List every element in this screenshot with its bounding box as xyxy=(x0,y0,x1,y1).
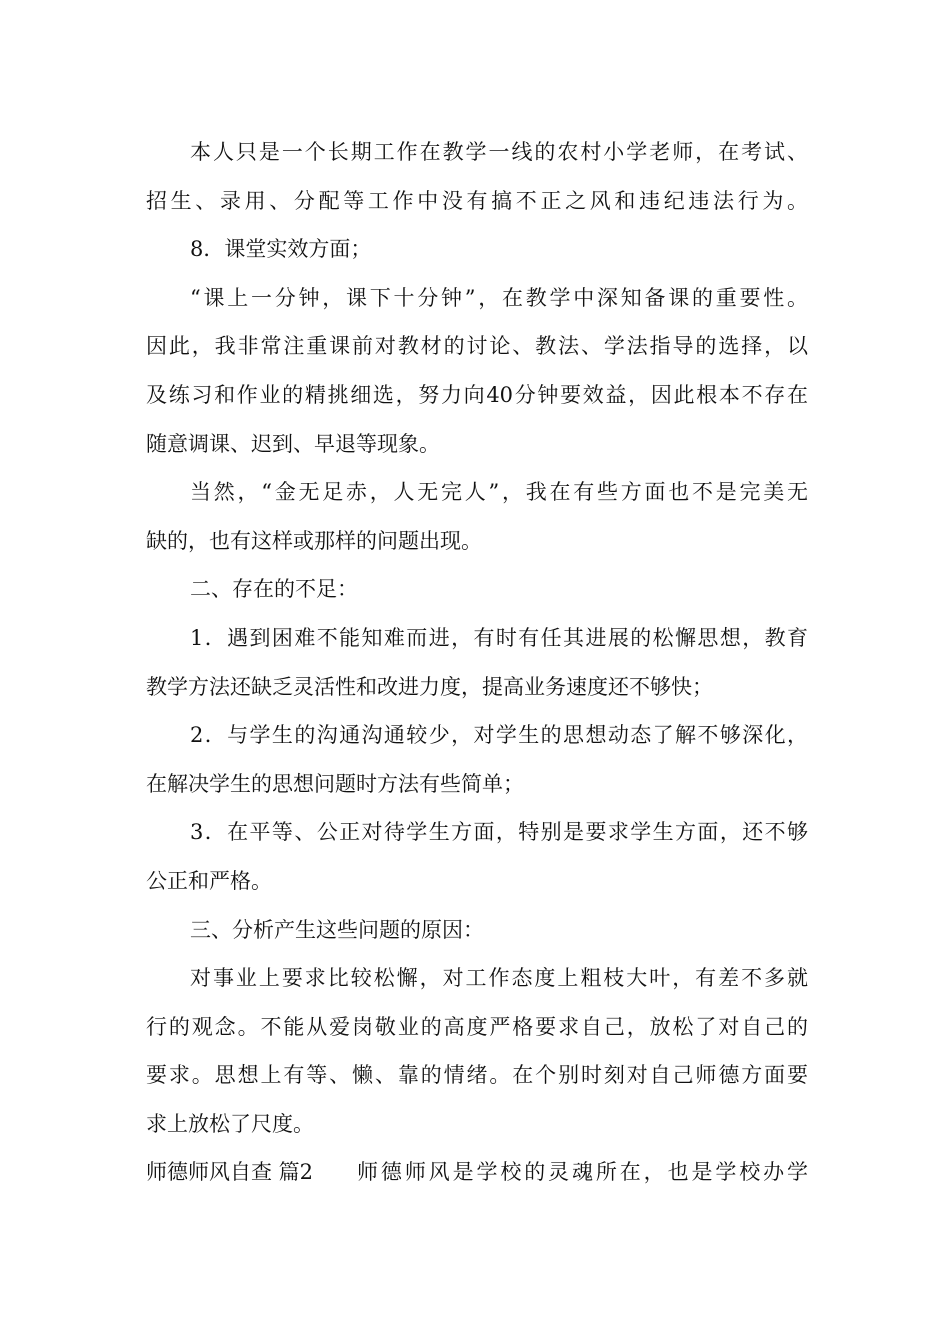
text-line: 二、存在的不足： xyxy=(190,577,358,602)
text-line: 1．遇到困难不能知难而进，有时有任其进展的松懈思想，教育 xyxy=(190,625,808,650)
paragraph-lines xyxy=(146,128,808,1148)
text-line: 缺的，也有这样或那样的问题出现。 xyxy=(146,528,482,553)
text-line: 在解决学生的思想问题时方法有些简单； xyxy=(146,771,524,796)
text-line: 三、分析产生这些问题的原因： xyxy=(190,917,484,942)
section-heading: 师德师风自查 篇2 xyxy=(146,1160,314,1185)
section-first-sentence: 师德师风是学校的灵魂所在，也是学校办学 xyxy=(357,1160,808,1185)
document-body xyxy=(146,128,808,1197)
text-line: 3．在平等、公正对待学生方面，特别是要求学生方面，还不够 xyxy=(190,820,808,845)
text-line: 招生、录用、分配等工作中没有搞不正之风和违纪违法行为。 xyxy=(146,188,808,213)
section-start-line xyxy=(146,1148,808,1197)
text-line: 本人只是一个长期工作在教学一线的农村小学老师，在考试、 xyxy=(190,140,808,164)
text-line: 求上放松了尺度。 xyxy=(146,1111,314,1136)
text-line: 2．与学生的沟通沟通较少，对学生的思想动态了解不够深化， xyxy=(190,723,808,748)
text-line: 及练习和作业的精挑细选，努力向40分钟要效益，因此根本不存在 xyxy=(146,382,808,407)
text-line: 教学方法还缺乏灵活性和改进力度，提高业务速度还不够快； xyxy=(146,674,713,699)
text-line: 行的观念。不能从爱岗敬业的高度严格要求自己，放松了对自己的 xyxy=(146,1014,808,1039)
text-line: 随意调课、迟到、早退等现象。 xyxy=(146,431,440,456)
text-line: 公正和严格。 xyxy=(146,868,272,893)
text-line: 对事业上要求比较松懈，对工作态度上粗枝大叶，有差不多就 xyxy=(190,966,808,991)
text-line: 8．课堂实效方面； xyxy=(190,237,372,262)
text-line: “课上一分钟，课下十分钟”，在教学中深知备课的重要性。 xyxy=(190,285,808,310)
text-line: 当然，“金无足赤，人无完人”，我在有些方面也不是完美无 xyxy=(190,480,808,505)
text-line: 因此，我非常注重课前对教材的讨论、教法、学法指导的选择，以 xyxy=(146,334,808,359)
text-line: 要求。思想上有等、懒、靠的情绪。在个别时刻对自己师德方面要 xyxy=(146,1063,808,1088)
